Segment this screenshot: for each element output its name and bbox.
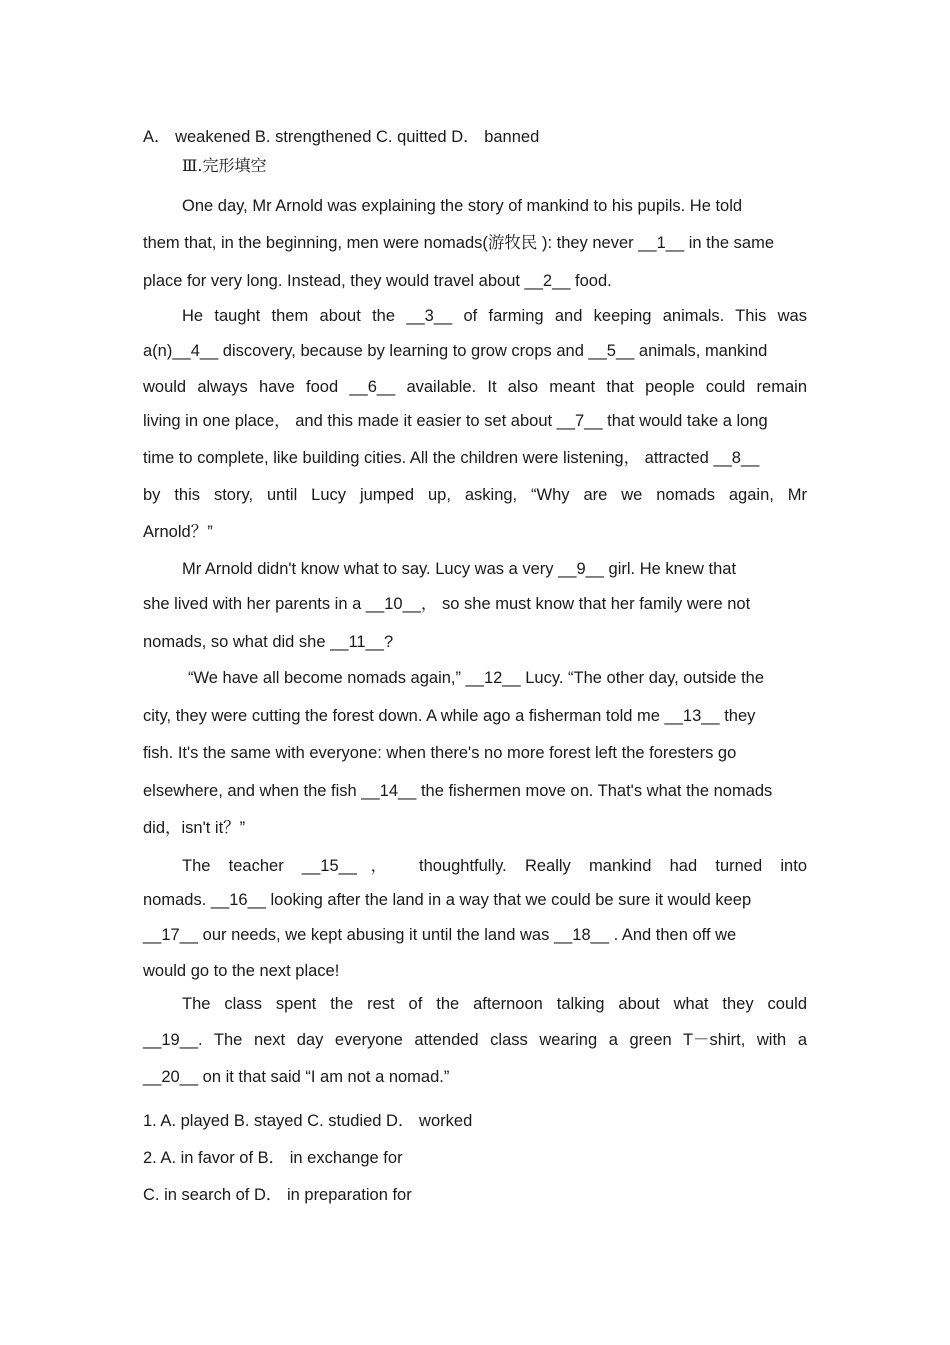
passage-line: He taught them about the __3__ of farming and keeping animals. This was	[182, 307, 807, 325]
passage-line: The class spent the rest of the afternoon talking about what they could	[182, 995, 807, 1013]
passage-line: fish. It's the same with everyone: when there's no more forest left the foresters go	[143, 744, 737, 762]
passage-line: living in one place， and this made it easier to set about __7__ that would take a long	[143, 412, 768, 430]
passage-line: would go to the next place!	[143, 962, 340, 980]
passage-line: __19__. The next day everyone attended class wearing a green T－shirt, with a	[143, 1031, 807, 1049]
passage-line: time to complete, like building cities. All the children were listening， attracted __8__	[143, 449, 760, 467]
passage-line: Arnold？”	[143, 523, 213, 541]
passage-line: The teacher __15__， thoughtfully. Really mankind had turned into	[182, 857, 807, 875]
passage-line: One day, Mr Arnold was explaining the story of mankind to his pupils. He told	[182, 197, 743, 215]
passage-line: by this story, until Lucy jumped up, asking, “Why are we nomads again, Mr	[143, 486, 807, 504]
section-heading: Ⅲ.完形填空	[182, 156, 267, 175]
passage-line: nomads. __16__ looking after the land in a way that we could be sure it would keep	[143, 891, 752, 909]
passage-line: __17__ our needs, we kept abusing it until the land was __18__ . And then off we	[143, 926, 737, 944]
passage-line: she lived with her parents in a __10__， so she must know that her family were not	[143, 595, 751, 613]
passage-line: nomads, so what did she __11__?	[143, 633, 394, 651]
passage-line: did，isn't it？”	[143, 819, 246, 837]
passage-line: “We have all become nomads again,” __12__ Lucy. “The other day, outside the	[188, 669, 765, 687]
passage-line: city, they were cutting the forest down. A while ago a fisherman told me __13__ they	[143, 707, 756, 725]
passage-line: __20__ on it that said “I am not a nomad.”	[143, 1068, 450, 1086]
passage-line: a(n)__4__ discovery, because by learning to grow crops and __5__ animals, mankind	[143, 342, 768, 360]
passage-line: elsewhere, and when the fish __14__ the fishermen move on. That's what the nomads	[143, 782, 773, 800]
question-2-options-cd: C. in search of D． in preparation for	[143, 1186, 412, 1204]
passage-line: them that, in the beginning, men were nomads(游牧民 ): they never __1__ in the same	[143, 234, 775, 252]
question-2-options-ab: 2. A. in favor of B． in exchange for	[143, 1149, 403, 1167]
passage-line: place for very long. Instead, they would travel about __2__ food.	[143, 272, 612, 290]
previous-question-options: A． weakened B. strengthened C. quitted D． banned	[143, 128, 540, 146]
passage-line: would always have food __6__ available. It also meant that people could remain	[143, 378, 807, 396]
passage-line: Mr Arnold didn't know what to say. Lucy was a very __9__ girl. He knew that	[182, 560, 737, 578]
question-1-options: 1. A. played B. stayed C. studied D． worked	[143, 1112, 473, 1130]
